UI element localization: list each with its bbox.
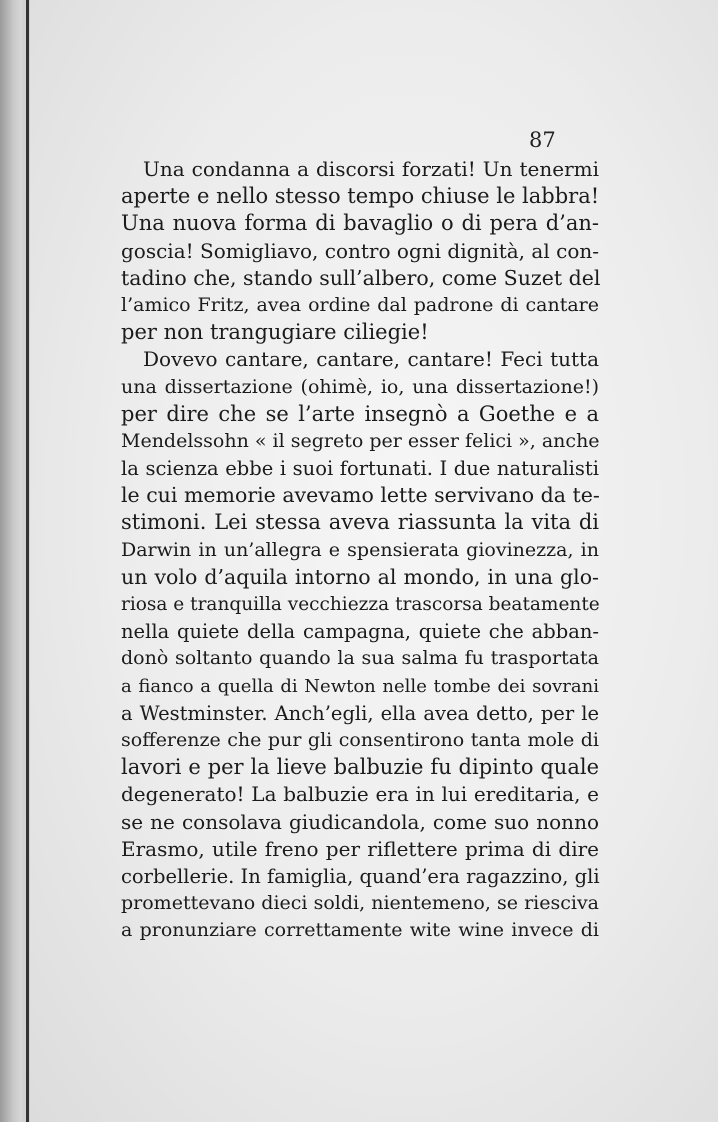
text-line: Darwin in un’allegra e spensierata giovinezza, in xyxy=(121,538,599,561)
text-line: nella quiete della campagna, quiete che abban- xyxy=(121,620,599,644)
text-line: aperte e nello stesso tempo chiuse le labbra! xyxy=(121,184,600,209)
text-line: tadino che, stando sull’albero, come Suzet del xyxy=(121,265,601,290)
text-line: Dovevo cantare, cantare, cantare! Feci tutta xyxy=(143,347,599,372)
text-line: promettevano dieci soldi, nientemeno, se riesciva xyxy=(121,892,599,915)
text-line: una dissertazione (ohimè, io, una dissertazione!) xyxy=(121,375,599,398)
text-line: Erasmo, utile freno per riflettere prima di dire xyxy=(121,836,599,861)
text-line: per non trangugiare ciliegie! xyxy=(121,320,429,345)
text-line: goscia! Somigliavo, contro ogni dignità, al con- xyxy=(121,238,599,263)
text-line: l’amico Fritz, avea ordine dal padrone di cantare xyxy=(121,293,599,316)
text-line: a Westminster. Anch’egli, ella avea detto, per le xyxy=(121,701,599,725)
text-line: stimoni. Lei stessa aveva riassunta la vita di xyxy=(121,510,599,535)
text-line: Mendelssohn « il segreto per esser felici », anche xyxy=(121,429,600,452)
text-line: la scienza ebbe i suoi fortunati. I due naturalisti xyxy=(121,457,599,481)
text-line: corbellerie. In famiglia, quand’era ragazzino, gli xyxy=(121,864,600,888)
text-line: Una nuova forma di bavaglio o di pera d’an- xyxy=(121,211,599,236)
text-line: degenerato! La balbuzie era in lui ereditaria, e xyxy=(121,782,599,807)
text-line: Una condanna a discorsi forzati! Un tenermi xyxy=(143,157,599,181)
text-line: a fianco a quella di Newton nelle tombe dei sovrani xyxy=(121,675,599,697)
binding-edge xyxy=(26,0,29,1122)
text-line: a pronunziare correttamente wite wine invece di xyxy=(121,919,599,942)
body-text xyxy=(121,156,599,944)
text-line: riosa e tranquilla vecchiezza trascorsa beatamente xyxy=(121,594,600,615)
text-line: se ne consolava giudicandola, come suo nonno xyxy=(121,809,599,834)
text-line: sofferenze che pur gli consentirono tanta mole di xyxy=(121,728,599,751)
text-line: lavori e per la lieve balbuzie fu dipinto quale xyxy=(121,755,599,780)
text-line: per dire che se l’arte insegnò a Goethe e a xyxy=(121,401,599,426)
page-number: 87 xyxy=(529,128,556,152)
text-line: donò soltanto quando la sua salma fu trasportata xyxy=(121,647,599,670)
page-gutter-shadow xyxy=(0,0,22,1122)
text-line: un volo d’aquila intorno al mondo, in una glo- xyxy=(121,564,599,589)
text-line: le cui memorie avevamo lette servivano da te- xyxy=(121,483,600,508)
